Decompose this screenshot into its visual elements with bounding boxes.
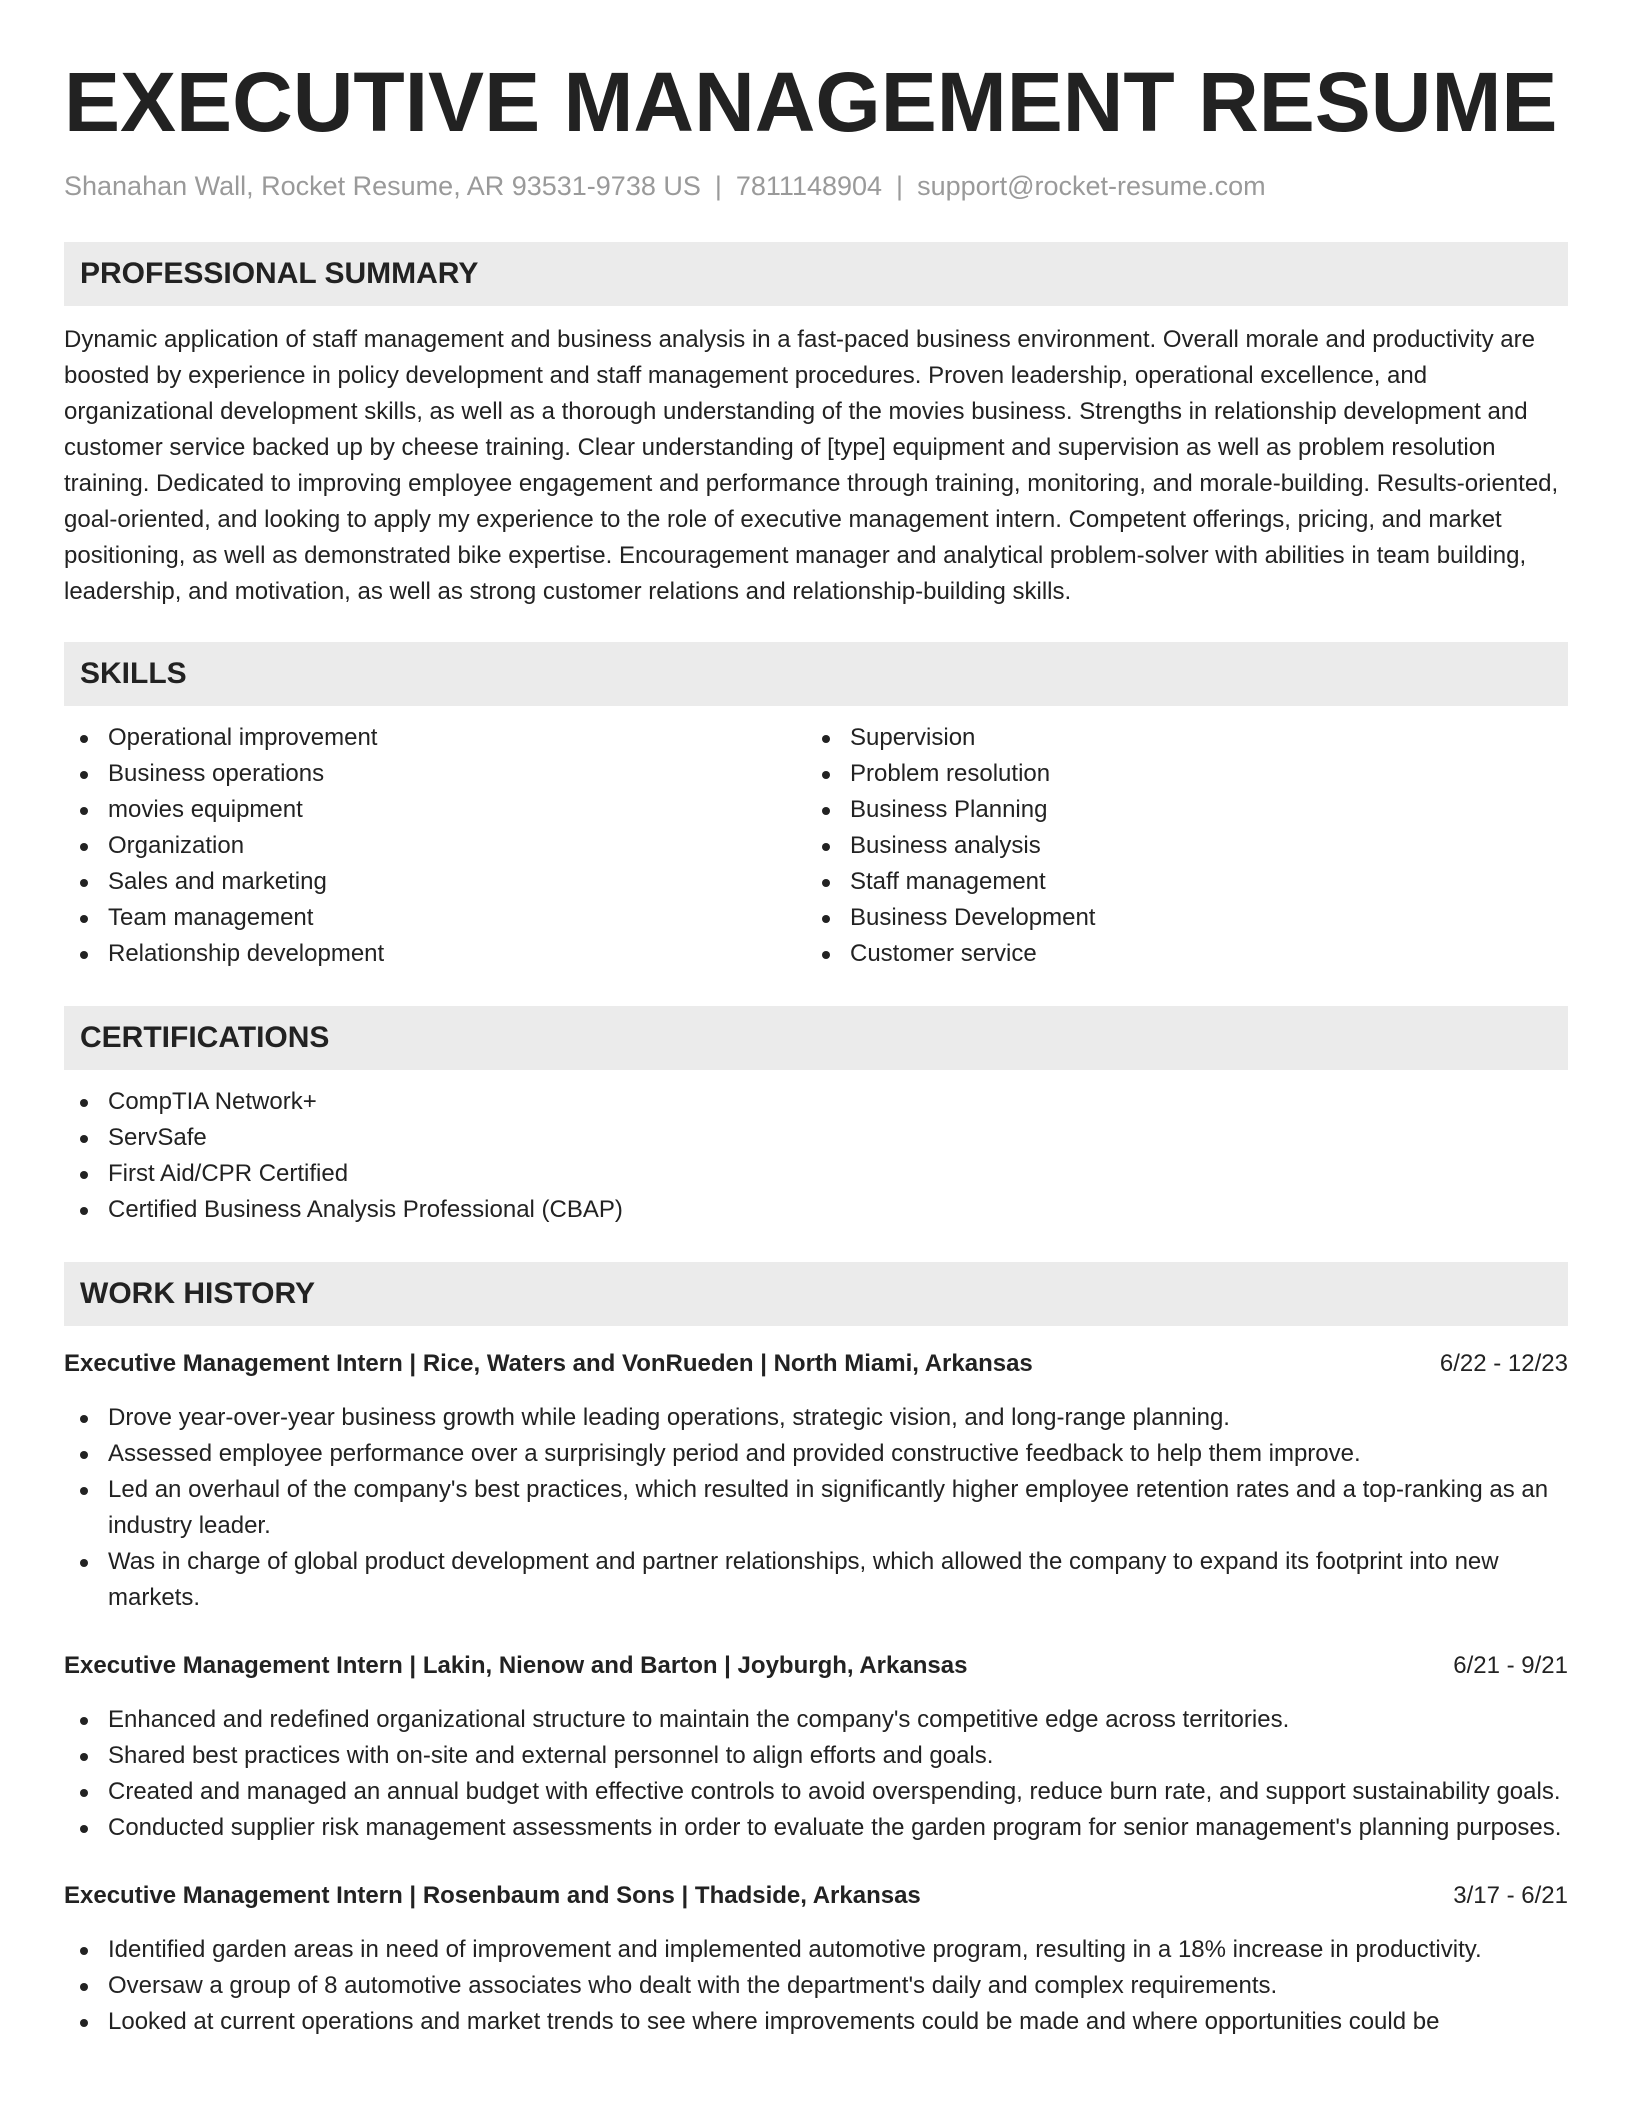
- skill-item: Operational improvement: [64, 720, 806, 756]
- certification-item: ServSafe: [64, 1120, 1568, 1156]
- skill-item: Organization: [64, 828, 806, 864]
- skill-item: Business Development: [806, 900, 1548, 936]
- skill-item: Sales and marketing: [64, 864, 806, 900]
- skill-item: Business Planning: [806, 792, 1548, 828]
- resume-title: EXECUTIVE MANAGEMENT RESUME: [64, 55, 1558, 149]
- job-bullet: Assessed employee performance over a surprisingly period and provided constructive feedback to help them improve.: [64, 1436, 1568, 1472]
- work-history-section: [64, 1262, 1568, 2040]
- contact-separator: |: [714, 171, 722, 201]
- job-bullet: Looked at current operations and market trends to see where improvements could be made and where opportunities could be: [64, 2004, 1568, 2040]
- job-header: [64, 1878, 1568, 1914]
- job-header: [64, 1346, 1568, 1382]
- certifications-heading: CERTIFICATIONS: [64, 1006, 1568, 1070]
- certification-item: CompTIA Network+: [64, 1084, 1568, 1120]
- skill-item: Staff management: [806, 864, 1548, 900]
- skill-item: Relationship development: [64, 936, 806, 972]
- skill-item: movies equipment: [64, 792, 806, 828]
- resume-page: [64, 52, 1568, 2040]
- contact-email: support@rocket-resume.com: [917, 171, 1266, 201]
- skills-grid: [64, 720, 1568, 972]
- job-dates: 6/21 - 9/21: [1453, 1652, 1568, 1679]
- job-entry: [64, 1346, 1568, 1616]
- job-bullets: [64, 1702, 1568, 1846]
- certifications-list: [64, 1084, 1568, 1228]
- job-dates: 3/17 - 6/21: [1453, 1882, 1568, 1909]
- summary-heading: PROFESSIONAL SUMMARY: [64, 242, 1568, 306]
- job-bullet: Oversaw a group of 8 automotive associates who dealt with the department's daily and complex requirements.: [64, 1968, 1568, 2004]
- skills-section: [64, 642, 1568, 972]
- job-bullets: [64, 1932, 1568, 2040]
- skills-left-column: [64, 720, 806, 972]
- skills-right-column: [806, 720, 1548, 972]
- skill-item: Customer service: [806, 936, 1548, 972]
- job-entry: [64, 1648, 1568, 1846]
- contact-address: Shanahan Wall, Rocket Resume, AR 93531-9738 US: [64, 171, 701, 201]
- job-bullet: Identified garden areas in need of improvement and implemented automotive program, resulting in a 18% increase in productivity.: [64, 1932, 1568, 1968]
- skill-item: Team management: [64, 900, 806, 936]
- contact-line: [64, 168, 1568, 204]
- job-bullet: Was in charge of global product development and partner relationships, which allowed the company to expand its footprint into new markets.: [64, 1544, 1568, 1616]
- skill-item: Business analysis: [806, 828, 1548, 864]
- job-header: [64, 1648, 1568, 1684]
- summary-text: Dynamic application of staff management and business analysis in a fast-paced business environment. Overall morale and productivity are boosted by experience in policy development and staff management procedures. Proven leadership, operational excellence, and organizational development skills, as well as a thorough understanding of the movies business. Strengths in relationship development and customer service backed up by cheese training. Clear understanding of [type] equipment and supervision as well as problem resolution training. Dedicated to improving employee engagement and performance through training, monitoring, and morale-building. Results-oriented, goal-oriented, and looking to apply my experience to the role of executive management intern. Competent offerings, pricing, and market positioning, as well as demonstrated bike expertise. Encouragement manager and analytical problem-solver with abilities in team building, leadership, and motivation, as well as strong customer relations and relationship-building skills.: [64, 326, 1559, 605]
- skill-item: Business operations: [64, 756, 806, 792]
- certification-item: Certified Business Analysis Professional (CBAP): [64, 1192, 1568, 1228]
- work-history-heading: WORK HISTORY: [64, 1262, 1568, 1326]
- summary-section: [64, 242, 1568, 610]
- job-bullet: Enhanced and redefined organizational structure to maintain the company's competitive edge across territories.: [64, 1702, 1568, 1738]
- job-entry: [64, 1878, 1568, 2040]
- job-bullet: Drove year-over-year business growth while leading operations, strategic vision, and long-range planning.: [64, 1400, 1568, 1436]
- job-dates: 6/22 - 12/23: [1439, 1350, 1568, 1377]
- job-bullet: Conducted supplier risk management assessments in order to evaluate the garden program for senior management's planning purposes.: [64, 1810, 1568, 1846]
- job-title: Executive Management Intern | Rice, Waters and VonRueden | North Miami, Arkansas: [64, 1350, 1033, 1377]
- contact-separator: |: [896, 171, 904, 201]
- job-bullets: [64, 1400, 1568, 1616]
- contact-phone: 7811148904: [735, 171, 883, 201]
- job-title: Executive Management Intern | Rosenbaum and Sons | Thadside, Arkansas: [64, 1882, 921, 1909]
- skills-heading: SKILLS: [64, 642, 1568, 706]
- job-bullet: Created and managed an annual budget with effective controls to avoid overspending, reduce burn rate, and support sustainability goals.: [64, 1774, 1568, 1810]
- skill-item: Supervision: [806, 720, 1548, 756]
- job-bullet: Led an overhaul of the company's best practices, which resulted in significantly higher employee retention rates and a top-ranking as an industry leader.: [64, 1472, 1568, 1544]
- certifications-section: [64, 1006, 1568, 1228]
- job-title: Executive Management Intern | Lakin, Nienow and Barton | Joyburgh, Arkansas: [64, 1652, 968, 1679]
- certification-item: First Aid/CPR Certified: [64, 1156, 1568, 1192]
- job-bullet: Shared best practices with on-site and external personnel to align efforts and goals.: [64, 1738, 1568, 1774]
- skill-item: Problem resolution: [806, 756, 1548, 792]
